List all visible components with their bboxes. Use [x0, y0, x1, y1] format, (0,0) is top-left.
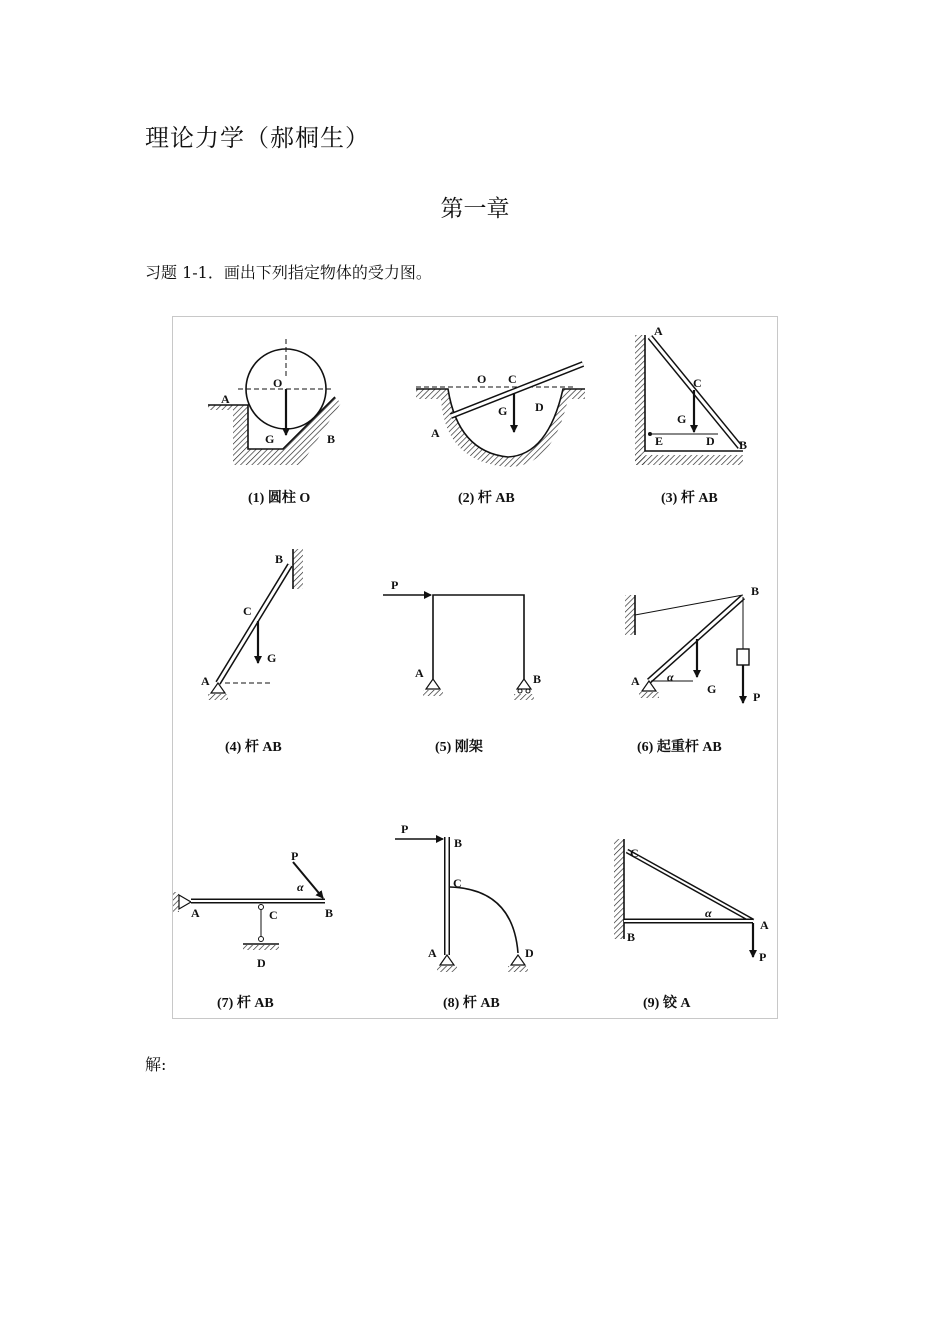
figure-6-crane — [625, 584, 760, 755]
fig6-label-alpha: α — [667, 670, 674, 684]
fig4-label-b: B — [275, 552, 284, 566]
figure-7-beam — [173, 849, 333, 1011]
fig2-label-g: G — [498, 404, 508, 418]
fig9-caption: (9) 铰 A — [643, 996, 691, 1011]
fig5-caption: (5) 刚架 — [435, 740, 483, 755]
fig8-label-p: P — [401, 822, 409, 836]
figure-panel — [172, 316, 778, 1019]
fig7-label-p: P — [291, 849, 299, 863]
fig6-caption: (6) 起重杆 AB — [637, 740, 722, 755]
fig8-label-b: B — [454, 836, 463, 850]
fig3-label-a: A — [654, 324, 663, 338]
figure-drawings — [173, 317, 779, 1020]
document-title: 理论力学（郝桐生） — [145, 124, 370, 152]
figure-4-rod-support — [201, 549, 303, 755]
fig1-label-a: A — [221, 392, 230, 406]
figure-5-frame — [383, 578, 541, 755]
figure-2-rod-bowl — [416, 364, 585, 506]
fig6-label-b: B — [751, 584, 760, 598]
fig2-label-d: D — [535, 400, 544, 414]
fig4-label-c: C — [243, 604, 252, 618]
fig3-label-d: D — [706, 434, 715, 448]
fig7-caption: (7) 杆 AB — [217, 996, 274, 1011]
fig7-label-a: A — [191, 906, 200, 920]
fig2-caption: (2) 杆 AB — [458, 491, 515, 506]
figure-8-rod-arc — [395, 822, 534, 1011]
fig6-label-p: P — [753, 690, 761, 704]
fig4-label-g: G — [267, 651, 277, 665]
exercise-statement: 习题 1-1．画出下列指定物体的受力图。 — [145, 263, 432, 282]
figure-9-pin — [614, 839, 769, 1011]
fig8-caption: (8) 杆 AB — [443, 996, 500, 1011]
fig3-label-e: E — [655, 434, 664, 448]
fig2-label-o: O — [477, 372, 487, 386]
chapter-heading: 第一章 — [440, 196, 510, 222]
fig3-label-c: C — [693, 376, 702, 390]
fig9-label-a: A — [760, 918, 769, 932]
fig3-caption: (3) 杆 AB — [661, 491, 718, 506]
fig8-label-d: D — [525, 946, 534, 960]
fig4-label-a: A — [201, 674, 210, 688]
fig4-caption: (4) 杆 AB — [225, 740, 282, 755]
fig8-label-a: A — [428, 946, 437, 960]
fig1-label-o: O — [273, 376, 283, 390]
fig9-label-alpha: α — [705, 906, 712, 920]
fig9-label-c: C — [630, 846, 639, 860]
fig8-label-c: C — [453, 876, 462, 890]
fig1-label-g: G — [265, 432, 275, 446]
fig9-label-b: B — [627, 930, 636, 944]
fig7-label-d: D — [257, 956, 266, 970]
answer-label: 解: — [145, 1055, 167, 1074]
fig6-label-a: A — [631, 674, 640, 688]
fig1-label-b: B — [327, 432, 336, 446]
fig5-label-b: B — [533, 672, 542, 686]
fig5-label-a: A — [415, 666, 424, 680]
fig9-label-p: P — [759, 950, 767, 964]
fig2-label-c: C — [508, 372, 517, 386]
fig5-label-p: P — [391, 578, 399, 592]
fig1-caption: (1) 圆柱 O — [248, 491, 311, 506]
fig7-label-alpha: α — [297, 880, 304, 894]
figure-1-cylinder — [208, 339, 341, 506]
fig6-label-g: G — [707, 682, 717, 696]
fig3-label-g: G — [677, 412, 687, 426]
fig7-label-b: B — [325, 906, 334, 920]
fig3-label-b: B — [739, 438, 748, 452]
figure-3-rod-wall — [635, 324, 747, 506]
fig7-label-c: C — [269, 908, 278, 922]
fig2-label-a: A — [431, 426, 440, 440]
